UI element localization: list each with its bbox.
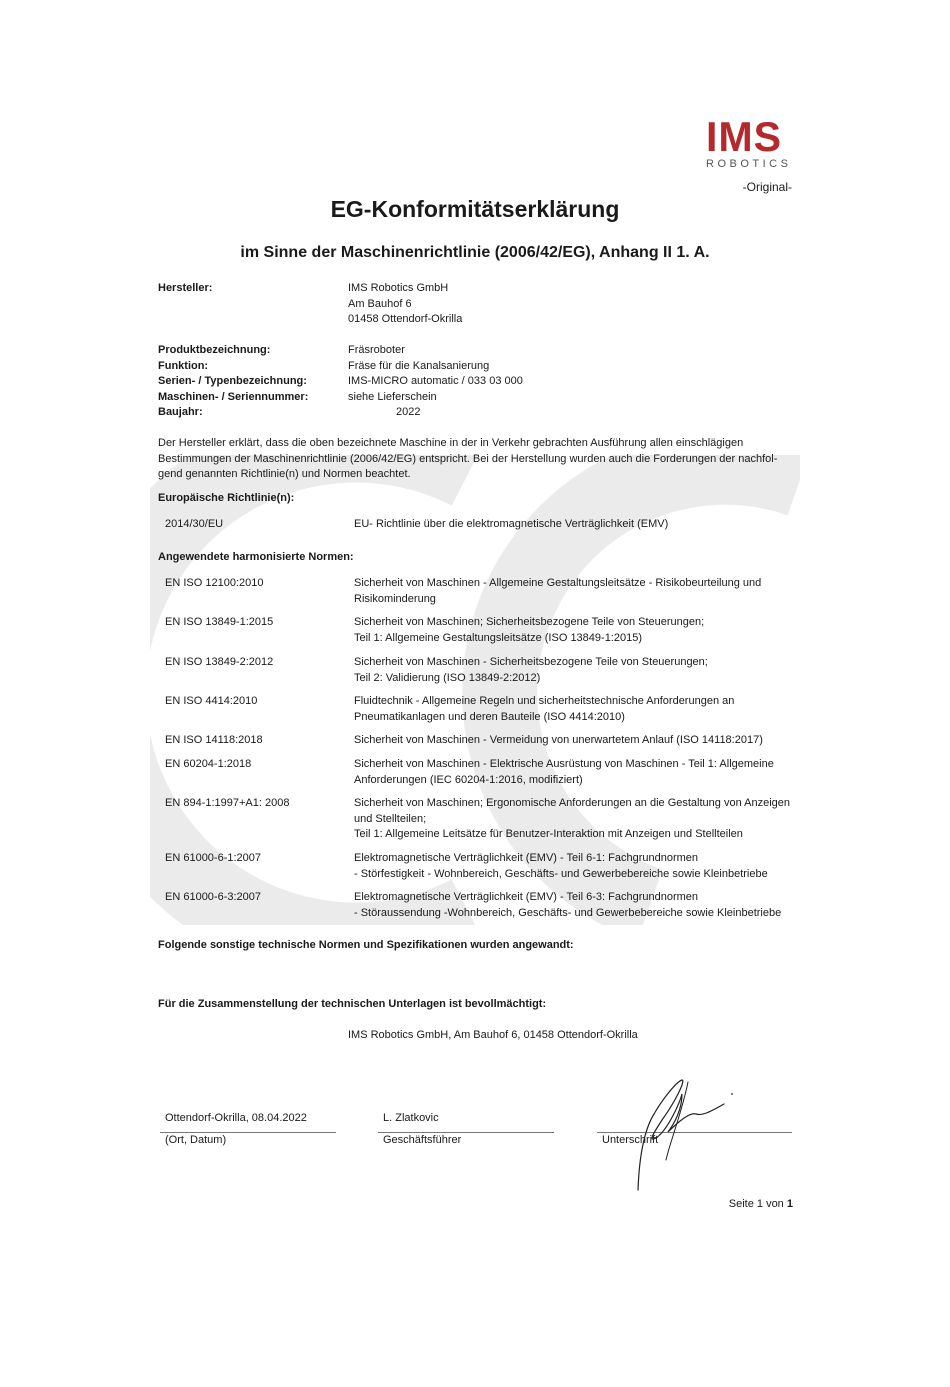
manufacturer-street: Am Bauhof 6 — [348, 297, 412, 310]
standard-code: EN ISO 14118:2018 — [165, 734, 263, 746]
product-label: Produktbezeichnung: — [158, 344, 271, 356]
serial-label: Maschinen- / Seriennummer: — [158, 390, 309, 403]
signer-line — [378, 1132, 554, 1133]
function-value: Fräse für die Kanalsanierung — [348, 359, 490, 372]
standard-code: EN ISO 13849-2:2012 — [165, 656, 274, 668]
authorized-heading: Für die Zusammenstellung der technischen Unterlagen ist bevollmächtigt: — [158, 998, 547, 1010]
authorized-person: IMS Robotics GmbH, Am Bauhof 6, 01458 Ottendorf-Okrilla — [348, 1029, 638, 1041]
signature-label: Unterschrift — [602, 1134, 659, 1146]
handwritten-signature — [620, 1072, 740, 1197]
standard-code: EN 894-1:1997+A1: 2008 — [165, 797, 290, 809]
company-logo — [706, 113, 798, 170]
directive-desc: EU- Richtlinie über die elektromagnetische Verträglichkeit (EMV) — [354, 518, 669, 530]
place-date-label: (Ort, Datum) — [165, 1134, 227, 1146]
original-label: -Original- — [742, 180, 792, 194]
standard-code: EN 61000-6-3:2007 — [165, 891, 262, 903]
place-date-value: Ottendorf-Okrilla, 08.04.2022 — [165, 1112, 307, 1124]
function-label: Funktion: — [158, 359, 209, 372]
place-date-line — [160, 1132, 336, 1133]
standard-desc: Elektromagnetische Verträglichkeit (EMV) - Teil 6-3: Fachgrundnormen - Störaussendung -Wohnbereich, Geschäfts- und Gewerbebereiche sowie Kleinbetriebe — [354, 891, 782, 919]
document-title: EG-Konformitätserklärung — [330, 196, 620, 222]
signer-title: Geschäftsführer — [383, 1134, 462, 1146]
year-value: 2022 — [396, 406, 421, 418]
standard-desc: Sicherheit von Maschinen; Sicherheitsbezogene Teile von Steuerungen; Teil 1: Allgemeine Gestaltungsleitsätze (ISO 13849-1:2015) — [354, 616, 705, 644]
directives-heading: Europäische Richtlinie(n): — [158, 492, 295, 504]
page-footer — [729, 1198, 793, 1210]
manufacturer-city: 01458 Ottendorf-Okrilla — [348, 313, 463, 325]
standard-code: EN ISO 13849-1:2015 — [165, 616, 274, 628]
logo-tagline: ROBOTICS — [706, 158, 792, 170]
standard-desc: Fluidtechnik - Allgemeine Regeln und sicherheitstechnische Anforderungen an Pneumatikanlagen und deren Bauteile (ISO 4414:2010) — [354, 695, 735, 723]
page-footer-prefix: Seite 1 von — [728, 1198, 784, 1210]
logo-brand: IMS — [706, 113, 783, 160]
standard-desc: Sicherheit von Maschinen; Ergonomische Anforderungen an die Gestaltung von Anzeigen und Stellteilen; Teil 1: Allgemeine Leitsätze für Benutzer-Interaktion mit Anzeigen und Stellteilen — [354, 797, 791, 840]
standard-code: EN 61000-6-1:2007 — [165, 852, 262, 864]
standard-code: EN ISO 4414:2010 — [165, 695, 258, 707]
standard-desc: Sicherheit von Maschinen - Elektrische Ausrüstung von Maschinen - Teil 1: Allgemeine Anforderungen (IEC 60204-1:2016, modifiziert) — [354, 758, 774, 786]
product-value: Fräsroboter — [348, 344, 405, 356]
standard-desc: Sicherheit von Maschinen - Allgemeine Gestaltungsleitsätze - Risikobeurteilung und Risikominderung — [354, 577, 762, 605]
serial-value: siehe Lieferschein — [348, 390, 437, 403]
standard-desc: Sicherheit von Maschinen - Vermeidung von unerwartetem Anlauf (ISO 14118:2017) — [354, 734, 763, 746]
standard-desc: Sicherheit von Maschinen - Sicherheitsbezogene Teile von Steuerungen; Teil 2: Validierung (ISO 13849-2:2012) — [354, 656, 708, 684]
year-label: Baujahr: — [158, 406, 203, 418]
manufacturer-label: Hersteller: — [158, 282, 213, 294]
other-standards-heading: Folgende sonstige technische Normen und Spezifikationen wurden angewandt: — [158, 939, 574, 951]
standard-desc: Elektromagnetische Verträglichkeit (EMV) - Teil 6-1: Fachgrundnormen - Störfestigkeit - Wohnbereich, Geschäfts- und Gewerbebereiche sowie Kleinbetriebe — [354, 852, 768, 880]
declaration-text: Der Hersteller erklärt, dass die oben bezeichnete Maschine in der in Verkehr gebrachten Ausführung allen einschlägigen Bestimmungen der Maschinenrichtlinie (2006/42/EG) entspricht. Bei der Herstellung wurden auch die Forderungen der nachfol-gend genannten Richtlinie(n) und Normen beachtet. — [158, 437, 778, 480]
type-label: Serien- / Typenbezeichnung: — [158, 375, 307, 387]
type-value: IMS-MICRO automatic / 033 03 000 — [348, 375, 523, 387]
document-subtitle: im Sinne der Maschinenrichtlinie (2006/42/EG), Anhang II 1. A. — [240, 244, 710, 261]
standards-heading: Angewendete harmonisierte Normen: — [158, 551, 354, 563]
manufacturer-name: IMS Robotics GmbH — [348, 282, 449, 294]
standard-code: EN 60204-1:2018 — [165, 758, 252, 770]
page-footer-total: 1 — [786, 1198, 793, 1210]
signer-name: L. Zlatkovic — [383, 1112, 439, 1124]
standard-code: EN ISO 12100:2010 — [165, 577, 264, 589]
directive-code: 2014/30/EU — [165, 518, 224, 530]
